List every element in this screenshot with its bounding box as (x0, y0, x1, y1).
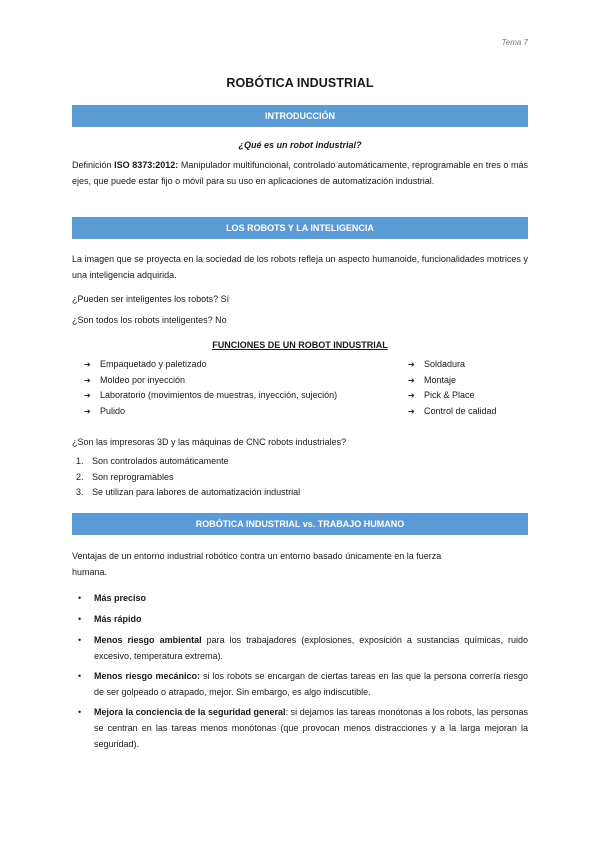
arrow-icon: ➔ (84, 375, 91, 385)
iso-definition (72, 157, 528, 189)
function-label: Pick & Place (424, 390, 475, 400)
document-title: ROBÓTICA INDUSTRIAL (226, 76, 374, 90)
function-item (84, 388, 384, 404)
reason-text: Son controlados automáticamente (92, 456, 229, 466)
function-item (408, 357, 528, 373)
reason-text: Se utilizan para labores de automatización industrial (92, 487, 301, 497)
question-all-intelligent: ¿Son todos los robots inteligentes? No (72, 315, 227, 325)
question-intelligent: ¿Pueden ser inteligentes los robots? Sí (72, 294, 230, 304)
bullet-icon: • (78, 635, 82, 645)
function-item (408, 373, 528, 389)
function-item (408, 388, 528, 404)
advantage-item (78, 632, 528, 664)
function-label: Control de calidad (424, 405, 497, 416)
advantage-item (78, 590, 528, 606)
arrow-icon: ➔ (84, 406, 91, 416)
page-number: Tema 7 (501, 38, 528, 47)
bullet-icon: • (78, 707, 82, 717)
function-label: Laboratorio (movimientos de muestras, inyección, sujeción) (100, 390, 338, 400)
function-item (84, 357, 384, 373)
function-item (408, 404, 528, 420)
function-item (84, 404, 384, 420)
arrow-icon: ➔ (408, 406, 415, 416)
question-3d-cnc: ¿Son las impresoras 3D y las máquinas de CNC robots industriales? (72, 437, 347, 447)
reason-number: 3. (76, 487, 84, 497)
bullet-icon: • (78, 671, 82, 681)
functions-left-list (84, 357, 384, 419)
arrow-icon: ➔ (408, 375, 415, 385)
reason-item (72, 470, 528, 486)
advantage-item (78, 611, 528, 627)
reason-text: Son reprogramables (92, 471, 174, 482)
reason-number: 1. (76, 456, 84, 466)
advantage-item (78, 704, 528, 752)
functions-title-text: FUNCIONES DE UN ROBOT INDUSTRIAL (212, 340, 388, 350)
functions-right-list (408, 357, 528, 419)
bullet-icon: • (78, 614, 82, 624)
arrow-icon: ➔ (84, 360, 91, 369)
function-item (84, 373, 384, 389)
bullet-icon: • (78, 593, 82, 603)
advantage-mechanical-label: Menos riesgo mecánico: (94, 671, 201, 681)
section-header-introduccion: INTRODUCCIÓN (72, 105, 528, 127)
advantage-safety-label: Mejora la conciencia de la seguridad general (94, 707, 286, 717)
function-label: Soldadura (424, 359, 466, 369)
advantage-environmental-label: Menos riesgo ambiental (94, 635, 202, 645)
versus-intro: Ventajas de un entorno industrial robótico contra un entorno basado únicamente en la fuerza humana. (72, 551, 442, 577)
function-label: Montaje (424, 374, 457, 385)
functions-title (72, 337, 528, 353)
advantage-mechanical-text: si los robots se encargan de ciertas tareas en las que la persona correría riesgo de ser golpeado o atrapado, mejor. Sin embargo, es algo indiscutible. (94, 671, 528, 697)
advantage-environmental-text: para los trabajadores (explosiones, exposición a sustancias químicas, ruido excesivo, temperatura extrema). (94, 635, 528, 661)
definition-label: Definición (72, 160, 115, 170)
arrow-icon: ➔ (84, 391, 91, 400)
reason-item (72, 485, 528, 501)
intro-question: ¿Qué es un robot industrial? (238, 140, 362, 150)
function-label: Pulido (100, 405, 126, 416)
reason-item (72, 454, 528, 470)
advantage-fast: Más rápido (94, 614, 142, 624)
intelligence-paragraph: La imagen que se proyecta en la sociedad de los robots refleja un aspecto humanoide, funcionalidades motrices y una inteligencia adquirida. (72, 254, 528, 280)
reason-number: 2. (76, 471, 84, 482)
definition-text: Manipulador multifuncional, controlado automáticamente, reprogramable en tres o más ejes, que puede estar fijo o móvil para su uso en aplicaciones de automatización industrial. (72, 160, 528, 186)
advantage-precise: Más preciso (94, 593, 147, 603)
arrow-icon: ➔ (408, 391, 415, 400)
iso-standard: ISO 8373:2012: (114, 160, 179, 170)
section-header-inteligencia: LOS ROBOTS Y LA INTELIGENCIA (72, 217, 528, 239)
function-label: Empaquetado y paletizado (100, 359, 207, 369)
arrow-icon: ➔ (408, 360, 415, 369)
function-label: Moldeo por inyección (100, 374, 186, 385)
advantage-safety-text: : si dejamos las tareas monótonas a los robots, las personas se centran en las tareas menos monótonas (que provocan menos distracciones y a la larga mejoran la seguridad). (94, 707, 528, 749)
reasons-list (72, 454, 528, 501)
advantage-item (78, 668, 528, 700)
section-header-versus: ROBÓTICA INDUSTRIAL vs. TRABAJO HUMANO (72, 513, 528, 535)
